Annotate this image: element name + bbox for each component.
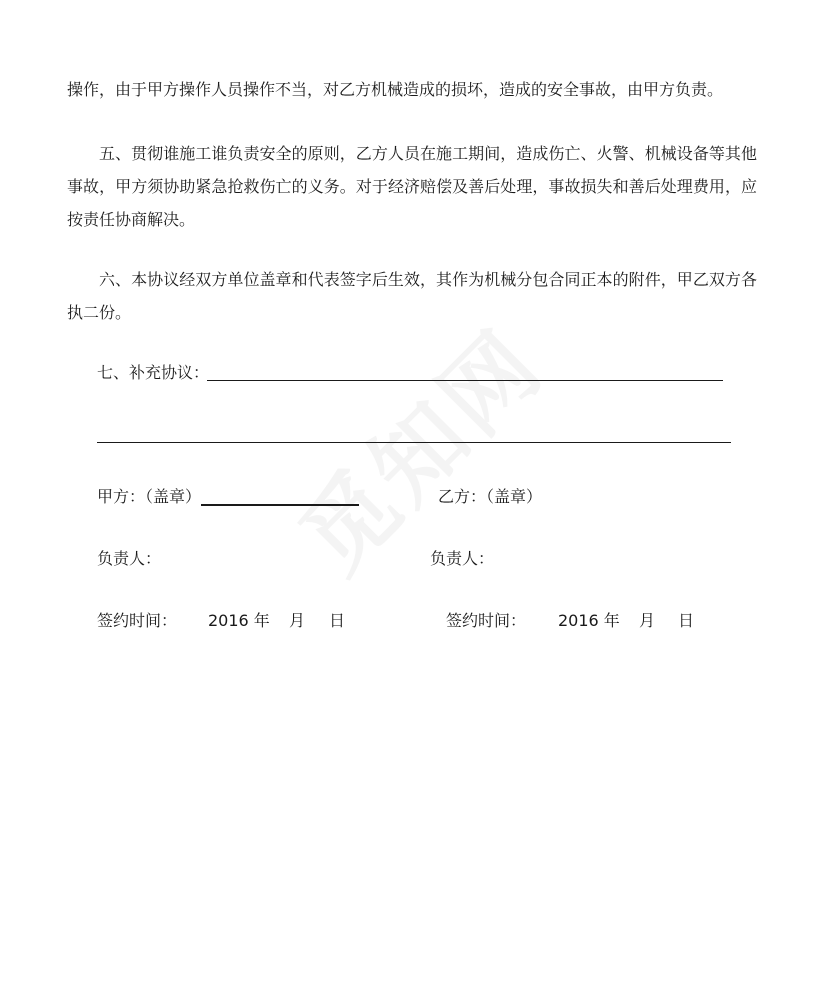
party-a-seal-label: 甲方：（盖章）: [97, 487, 202, 506]
supplement-label: 七、补充协议：: [97, 363, 210, 382]
supplement-line-1[interactable]: [207, 380, 723, 381]
party-b-seal-label: 乙方：（盖章）: [438, 487, 543, 506]
party-b-month: 月: [639, 611, 656, 630]
party-b-year: 2016 年: [558, 611, 620, 630]
party-a-person-label: 负责人：: [97, 549, 162, 568]
party-a-day: 日: [329, 611, 346, 630]
party-b-day: 日: [678, 611, 695, 630]
party-a-year: 2016 年: [208, 611, 270, 630]
supplement-row: [97, 362, 209, 384]
party-a-month: 月: [289, 611, 306, 630]
party-a-seal-line[interactable]: [201, 504, 359, 506]
paragraph-continuation: 操作，由于甲方操作人员操作不当，对乙方机械造成的损坏，造成的安全事故，由甲方负责。: [67, 80, 724, 99]
party-a-date-label: 签约时间：: [97, 611, 178, 630]
watermark: [266, 295, 567, 596]
supplement-line-2[interactable]: [97, 442, 731, 443]
paragraph-clause-6: 六、本协议经双方单位盖章和代表签字后生效，其作为机械分包合同正本的附件，甲乙双方各执二份。: [67, 270, 757, 322]
party-b-person-label: 负责人：: [430, 549, 495, 568]
party-b-date-label: 签约时间：: [446, 611, 527, 630]
paragraph-clause-5: 五、贯彻谁施工谁负责安全的原则，乙方人员在施工期间，造成伤亡、火警、机械设备等其他事故，甲方须协助紧急抢救伤亡的义务。对于经济赔偿及善后处理，事故损失和善后处理费用，应按责任协商解决。: [67, 144, 757, 229]
